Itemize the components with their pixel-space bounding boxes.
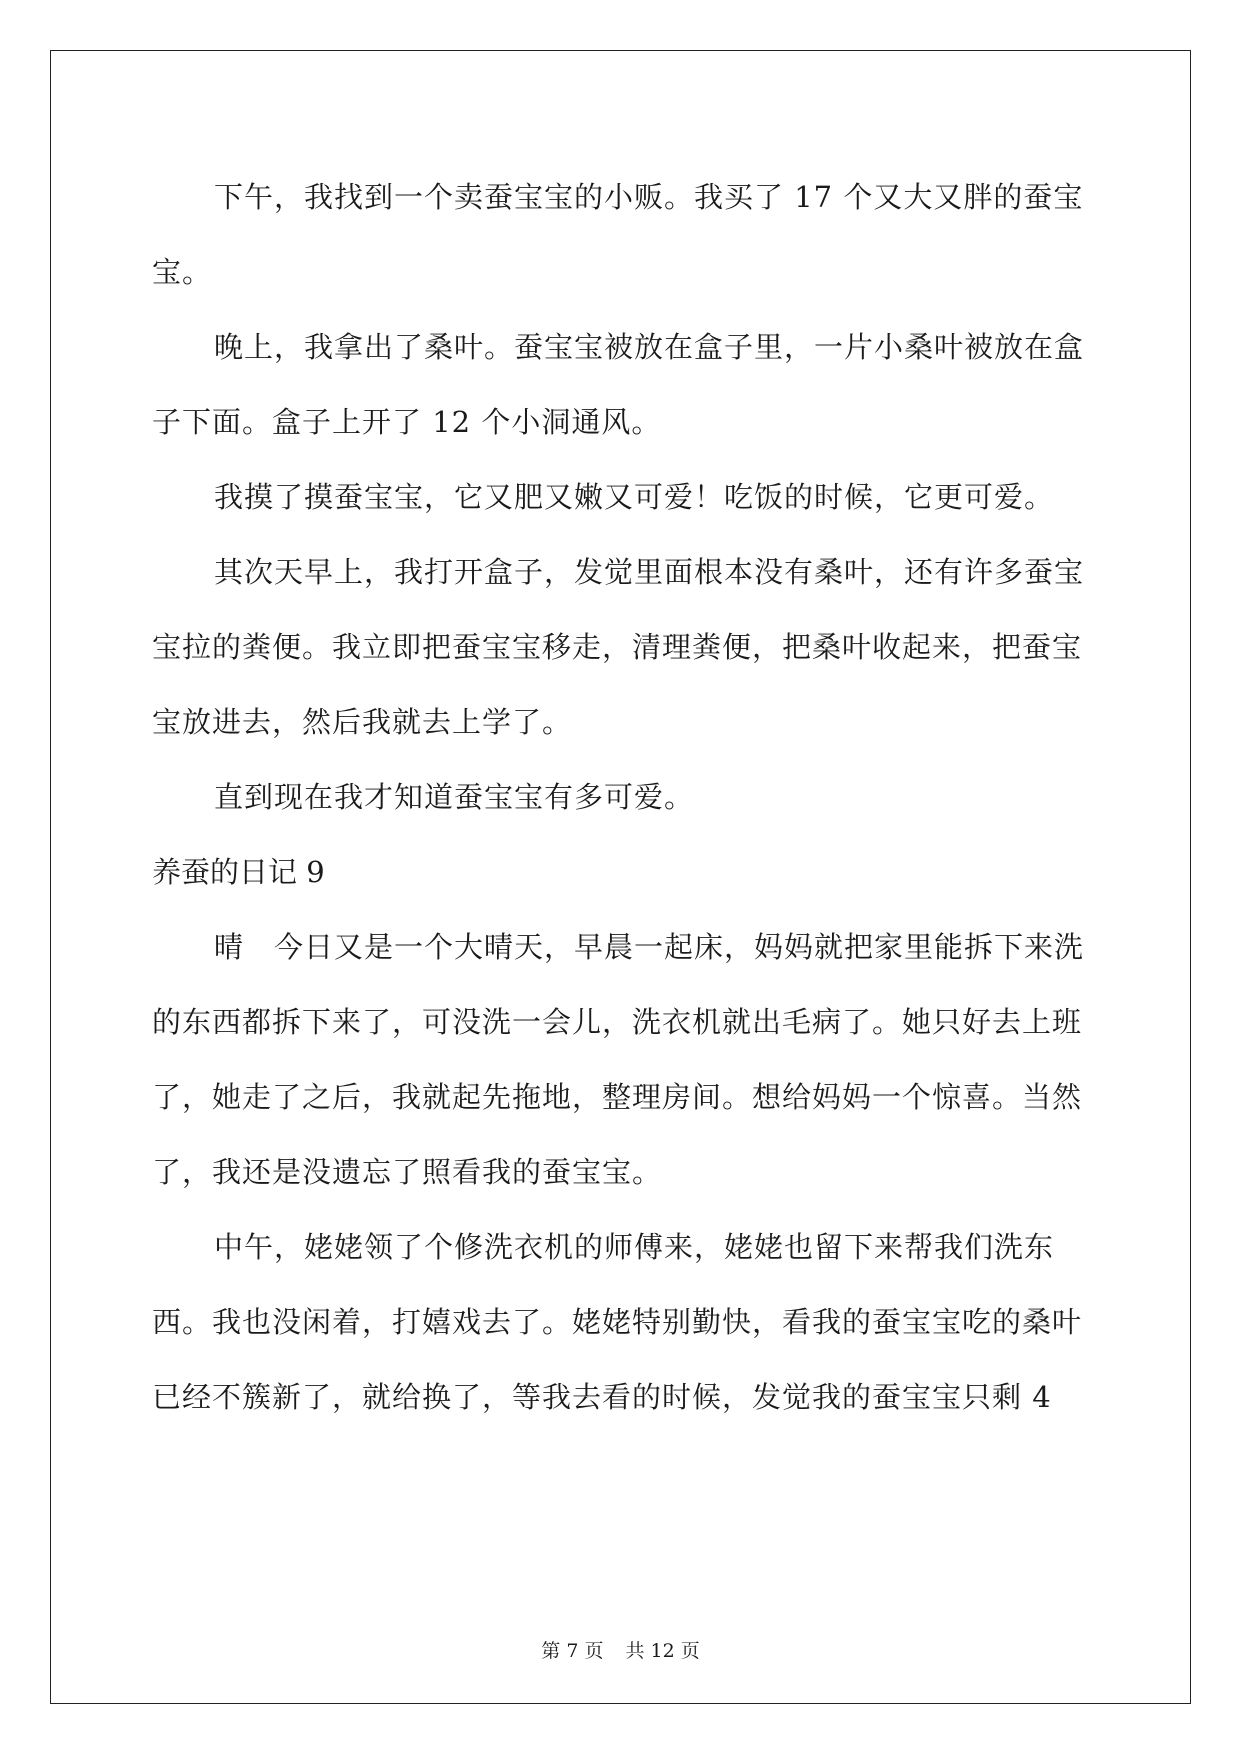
paragraph: 直到现在我才知道蚕宝宝有多可爱。 bbox=[214, 780, 695, 814]
paragraph: 我摸了摸蚕宝宝，它又肥又嫩又可爱！吃饭的时候，它更可爱。 bbox=[214, 480, 1055, 514]
section-heading: 养蚕的日记 9 bbox=[152, 855, 325, 889]
page-number: 第 7 页 bbox=[541, 1640, 604, 1662]
document-body bbox=[152, 160, 1092, 1435]
page-total: 共 12 页 bbox=[625, 1640, 700, 1662]
paragraph: 其次天早上，我打开盒子，发觉里面根本没有桑叶，还有许多蚕宝宝拉的粪便。我立即把蚕宝宝移走，清理粪便，把桑叶收起来，把蚕宝宝放进去，然后我就去上学了。 bbox=[152, 555, 1085, 739]
paragraph: 中午，姥姥领了个修洗衣机的师傅来，姥姥也留下来帮我们洗东西。我也没闲着，打嬉戏去了。姥姥特别勤快，看我的蚕宝宝吃的桑叶已经不簇新了，就给换了，等我去看的时候，发觉我的蚕宝宝只剩 4 bbox=[152, 1230, 1083, 1414]
page-footer bbox=[0, 1639, 1241, 1663]
paragraph: 晴 今日又是一个大晴天，早晨一起床，妈妈就把家里能拆下来洗的东西都拆下来了，可没洗一会儿，洗衣机就出毛病了。她只好去上班了，她走了之后，我就起先拖地，整理房间。想给妈妈一个惊喜。当然了，我还是没遗忘了照看我的蚕宝宝。 bbox=[152, 930, 1085, 1189]
paragraph: 晚上，我拿出了桑叶。蚕宝宝被放在盒子里，一片小桑叶被放在盒子下面。盒子上开了 12 个小洞通风。 bbox=[152, 330, 1085, 439]
paragraph: 下午，我找到一个卖蚕宝宝的小贩。我买了 17 个又大又胖的蚕宝宝。 bbox=[152, 180, 1084, 289]
